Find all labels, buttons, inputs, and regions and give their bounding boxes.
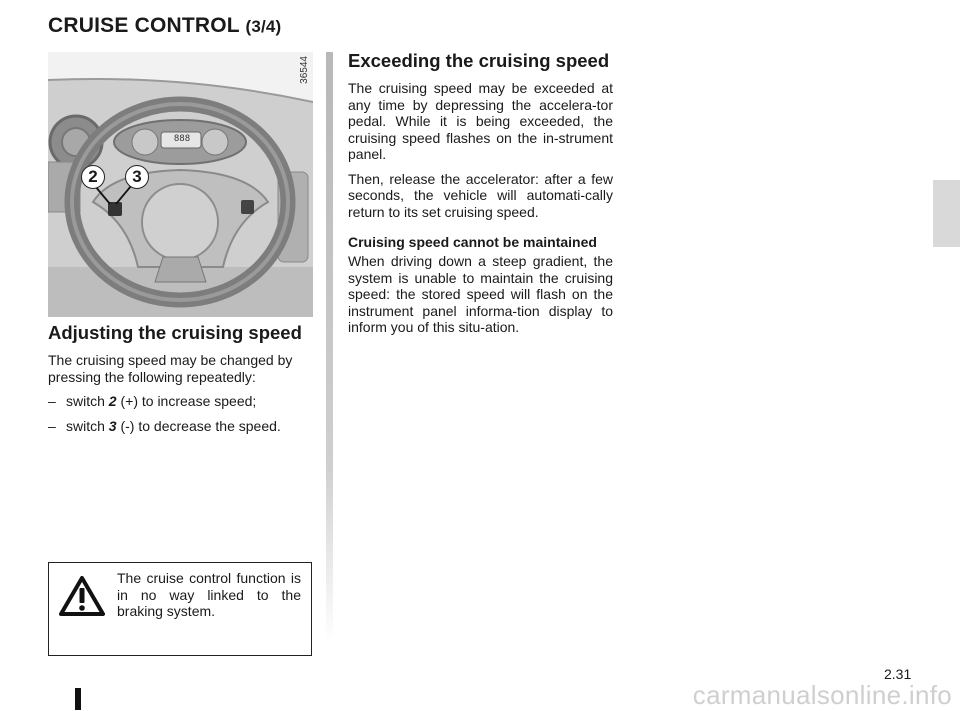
- list-dash: –: [48, 417, 56, 434]
- exceeding-speed-paragraph: The cruising speed may be exceeded at any time by depressing the accelera-tor pedal. While it is being exceeded, the cruising speed flashes on the in-strument panel.: [348, 80, 613, 162]
- page-title: [48, 14, 281, 38]
- left-column: [48, 322, 313, 442]
- callout-2: 2: [81, 165, 105, 189]
- page-title-text: CRUISE CONTROL: [48, 14, 240, 37]
- list-item-prefix: switch: [66, 393, 109, 409]
- callout-3: 3: [125, 165, 149, 189]
- release-accelerator-paragraph: Then, release the accelerator: after a few seconds, the vehicle will automati-cally return to its set cruising speed.: [348, 170, 613, 220]
- warning-box: [48, 562, 312, 656]
- list-item-text: [66, 418, 281, 435]
- steep-gradient-paragraph: When driving down a steep gradient, the system is unable to maintain the cruising speed: the stored speed will flash on the instrument panel informa-tion display to inform you of this situ-ation.: [348, 253, 613, 335]
- warning-text: The cruise control function is in no way linked to the braking system.: [117, 570, 301, 619]
- section-tab: [933, 180, 960, 247]
- exceeding-speed-heading: Exceeding the cruising speed: [348, 50, 610, 71]
- page-part-indicator: (3/4): [245, 17, 282, 36]
- column-divider: [326, 52, 333, 642]
- adjusting-speed-heading: Adjusting the cruising speed: [48, 322, 302, 343]
- steering-wheel-illustration: [48, 52, 313, 317]
- switch-ref: 2: [108, 393, 117, 409]
- cannot-maintain-heading: Cruising speed cannot be maintained: [348, 234, 597, 250]
- corner-mark: [75, 688, 81, 710]
- list-item-suffix: (-) to decrease the speed.: [116, 417, 281, 434]
- page-number: 2.31: [884, 666, 912, 682]
- warning-triangle-icon: [59, 575, 105, 617]
- list-item-prefix: switch: [66, 417, 109, 434]
- list-item-text: [66, 393, 256, 410]
- list-item-suffix: (+) to increase speed;: [116, 393, 257, 409]
- list-item: [48, 418, 313, 435]
- list-item: [48, 393, 313, 410]
- list-dash: –: [48, 393, 56, 409]
- right-column: [348, 50, 613, 344]
- adjusting-speed-intro: The cruising speed may be changed by pressing the following repeatedly:: [48, 352, 293, 385]
- switch-ref: 3: [108, 417, 117, 434]
- figure-reference-number: 36544: [299, 56, 310, 84]
- display-digits: 888: [173, 134, 191, 144]
- watermark: carmanualsonline.info: [692, 680, 952, 710]
